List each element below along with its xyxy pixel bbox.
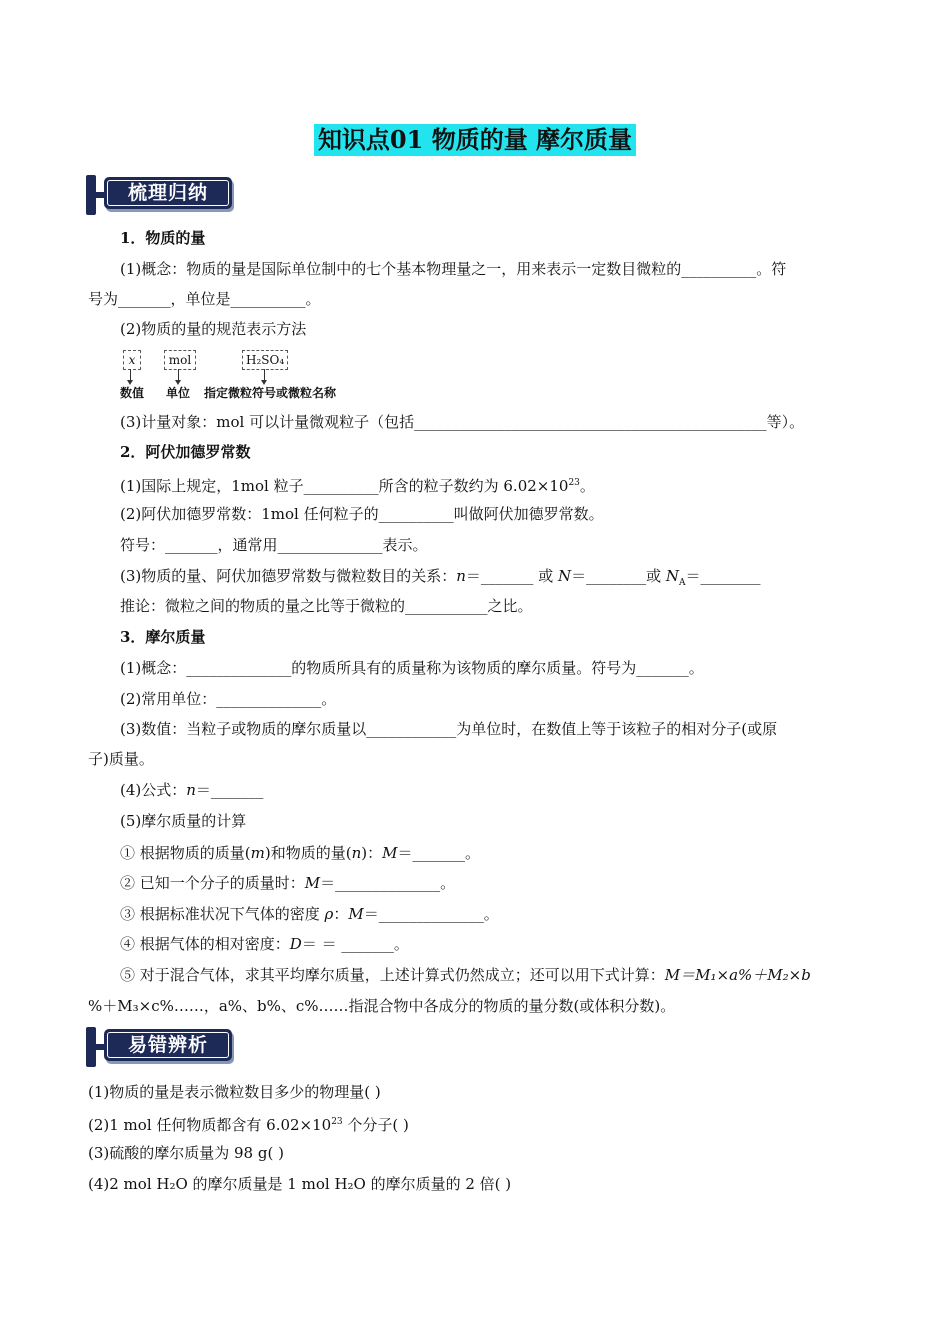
text-line: (3)数值：当粒子或物质的摩尔质量以____________为单位时，在数值上等于该粒子的相对分子(或原 [120, 720, 778, 738]
text-line: (3)计量对象：mol 可以计量微观粒子（包括_______________________________________________等）。 [120, 413, 805, 431]
particle-box: H₂SO₄ [242, 350, 288, 370]
banner-label: 梳理归纳 [107, 180, 229, 206]
banner-connector [96, 1044, 104, 1050]
page-title: 知识点01 物质的量 摩尔质量 [314, 124, 636, 156]
text-line: ① 根据物质的质量(m)和物质的量(n)：M＝_______。 [120, 844, 480, 862]
particle-label: 指定微粒符号或微粒名称 [204, 386, 337, 400]
heading-2: 2．阿伏加德罗常数 [120, 443, 251, 461]
text-line: 符号：_______，通常用______________表示。 [120, 536, 428, 554]
text-line: (1)概念：物质的量是国际单位制中的七个基本物理量之一，用来表示一定数目微粒的__________。符 [120, 260, 787, 278]
text-line: (3)物质的量、阿伏加德罗常数与微粒数目的关系：n＝_______ 或 N＝________或 $N_A=\_\_\_\_\_\_\_\_$ [120, 567, 761, 588]
value-label: 数值 [120, 386, 145, 400]
arrow-down-icon [178, 369, 179, 381]
text-line: 推论：微粒之间的物质的量之比等于微粒的___________之比。 [120, 597, 533, 615]
text-line: (4)公式：n＝_______ [120, 781, 264, 799]
banner-connector [96, 192, 104, 198]
text-line: ⑤ 对于混合气体，求其平均摩尔质量，上述计算式仍然成立；还可以用下式计算：M＝M₁×a%＋M₂×b [120, 966, 811, 984]
unit-label: 单位 [166, 386, 191, 400]
text-line: %＋M₃×c%……，a%、b%、c%……指混合物中各成分的物质的量分数(或体积分数)。 [88, 997, 676, 1015]
arrow-down-icon [130, 369, 131, 381]
text-line: ③ 根据标准状况下气体的密度 ρ：M＝______________。 [120, 905, 499, 923]
text-line: (1)国际上规定，1mol 粒子__________所含的粒子数约为 $6.02\times 10^{23}$。 [120, 477, 595, 495]
text-line: (2)阿伏加德罗常数：1mol 任何粒子的__________叫做阿伏加德罗常数。 [120, 505, 604, 523]
text-line: ④ 根据气体的相对密度：D＝ ＝ _______。 [120, 935, 409, 953]
banner-box [104, 1029, 232, 1061]
judgement-item: (3)硫酸的摩尔质量为 98 g( ) [88, 1144, 284, 1162]
text-line: (2)常用单位：______________。 [120, 690, 337, 708]
text-line: 子)质量。 [88, 750, 154, 768]
unit-box: mol [164, 350, 196, 370]
heading-1: 1．物质的量 [120, 229, 206, 247]
text-line: (1)概念：______________的物质所具有的质量称为该物质的摩尔质量。符号为_______。 [120, 659, 704, 677]
judgement-item: (1)物质的量是表示微粒数目多少的物理量( ) [88, 1083, 381, 1101]
arrow-down-icon [264, 369, 265, 381]
banner-bar [86, 175, 96, 215]
text-line: ② 已知一个分子的质量时：M＝______________。 [120, 874, 456, 892]
text-line: (2)物质的量的规范表示方法 [120, 320, 307, 338]
banner-label: 易错辨析 [107, 1032, 229, 1058]
notation-diagram [120, 350, 380, 400]
text-line: (5)摩尔质量的计算 [120, 812, 247, 830]
judgement-item: (2)1 mol 任何物质都含有 $6.02\times 10^{23}$ 个分子( ) [88, 1116, 409, 1134]
banner-box [104, 177, 232, 209]
heading-3: 3．摩尔质量 [120, 628, 206, 646]
value-box: x [123, 350, 141, 370]
judgement-item: (4)2 mol H₂O 的摩尔质量是 1 mol H₂O 的摩尔质量的 2 倍( ) [88, 1175, 512, 1193]
text-line: 号为_______，单位是__________。 [88, 290, 321, 308]
banner-bar [86, 1027, 96, 1067]
title-container [0, 124, 950, 156]
